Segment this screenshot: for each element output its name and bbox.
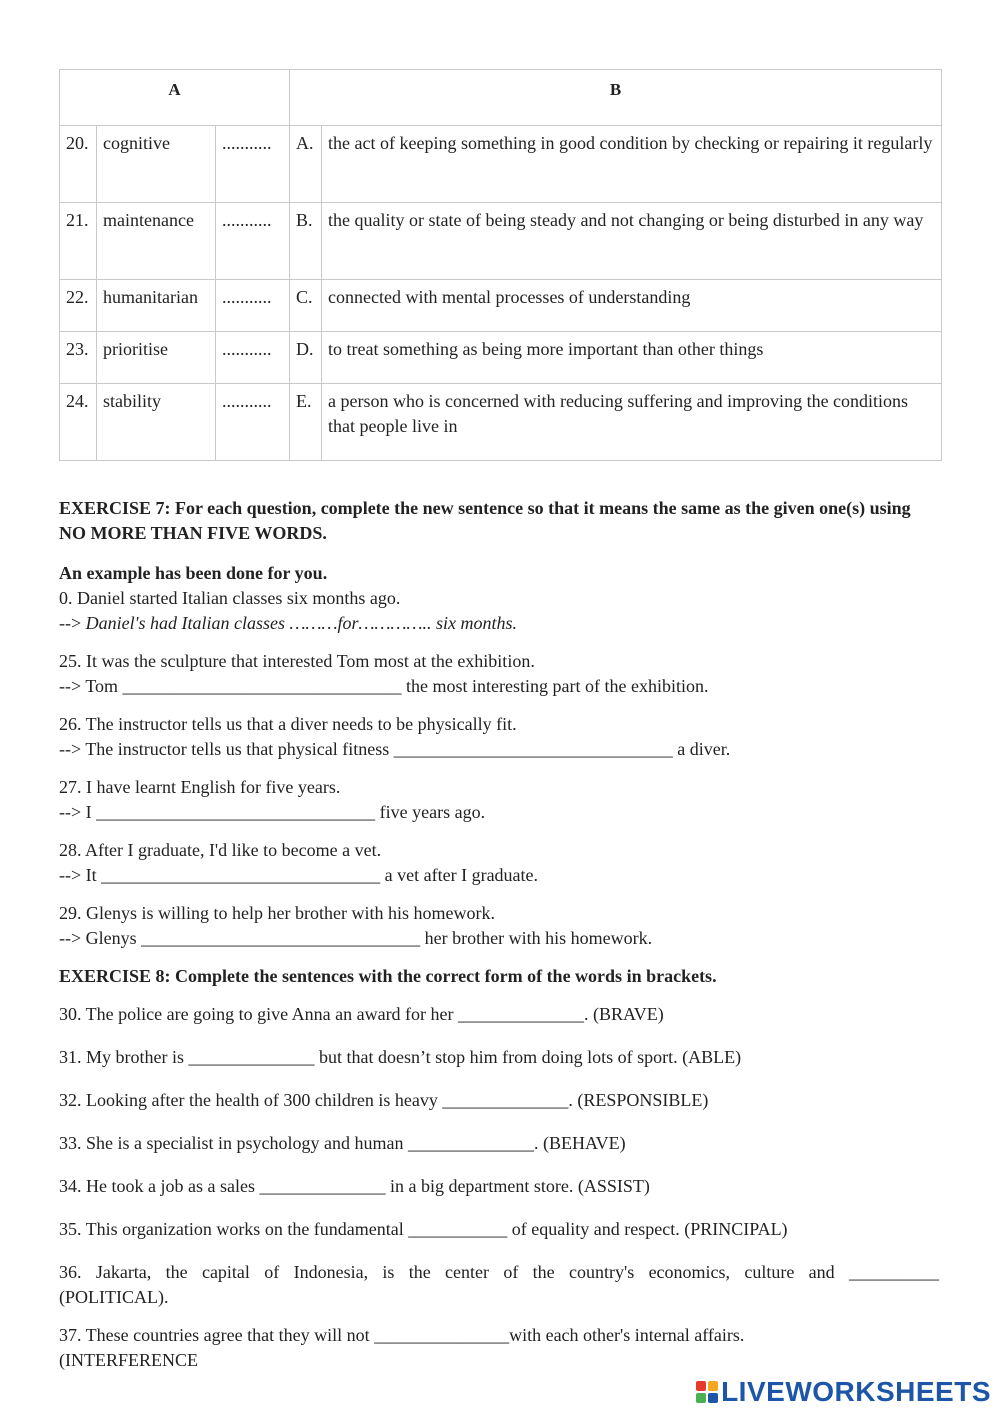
table-row — [60, 332, 942, 384]
answer-blank[interactable]: ........... — [216, 384, 290, 461]
row-number: 24. — [60, 384, 97, 461]
row-word: prioritise — [97, 332, 216, 384]
question-31[interactable]: 31. My brother is ______________ but that doesn’t stop him from doing lots of sport. (ABLE) — [59, 1047, 742, 1067]
row-number: 21. — [60, 203, 97, 280]
answer-blank[interactable]: ........... — [216, 126, 290, 203]
question-26 — [59, 712, 939, 762]
row-word: stability — [97, 384, 216, 461]
watermark-text: LIVEWORKSHEETS — [721, 1376, 991, 1407]
liveworksheets-logo-icon — [696, 1381, 718, 1403]
example-answer — [59, 611, 939, 636]
arrow-prefix: --> — [59, 613, 86, 633]
row-word: humanitarian — [97, 280, 216, 332]
question-36[interactable] — [59, 1260, 939, 1310]
question-33[interactable]: 33. She is a specialist in psychology and human ______________. (BEHAVE) — [59, 1133, 626, 1153]
question-37-line-1: 37. These countries agree that they will not _______________with each other's internal affairs. — [59, 1325, 745, 1345]
exercise-7-title: EXERCISE 7: For each question, complete the new sentence so that it means the same as the given one(s) using NO MORE THAN FIVE WORDS. — [59, 498, 911, 543]
question-28 — [59, 838, 939, 888]
row-letter: D. — [290, 332, 322, 384]
question-29 — [59, 901, 939, 951]
liveworksheets-watermark — [696, 1376, 991, 1408]
table-row — [60, 384, 942, 461]
question-37[interactable] — [59, 1323, 939, 1373]
example-title: An example has been done for you. — [59, 563, 328, 583]
answer-blank[interactable]: ........... — [216, 332, 290, 384]
question-sentence: 25. It was the sculpture that interested Tom most at the exhibition. — [59, 651, 535, 671]
answer-blank[interactable]: ........... — [216, 280, 290, 332]
row-definition: the act of keeping something in good condition by checking or repairing it regularly — [322, 126, 942, 203]
row-letter: C. — [290, 280, 322, 332]
question-35[interactable]: 35. This organization works on the fundamental ___________ of equality and respect. (PRINCIPAL) — [59, 1219, 788, 1239]
question-sentence: 27. I have learnt English for five years. — [59, 777, 341, 797]
row-definition: a person who is concerned with reducing suffering and improving the conditions that people live in — [322, 384, 942, 461]
row-definition: to treat something as being more important than other things — [322, 332, 942, 384]
row-word: maintenance — [97, 203, 216, 280]
question-rewrite[interactable]: --> The instructor tells us that physical fitness _______________________________ a diver. — [59, 739, 731, 759]
question-37-line-2: (INTERFERENCE — [59, 1350, 198, 1370]
row-definition: connected with mental processes of understanding — [322, 280, 942, 332]
row-word: cognitive — [97, 126, 216, 203]
question-rewrite[interactable]: --> Glenys _______________________________ her brother with his homework. — [59, 928, 653, 948]
row-number: 23. — [60, 332, 97, 384]
question-sentence: 29. Glenys is willing to help her brother with his homework. — [59, 903, 495, 923]
question-27 — [59, 775, 939, 825]
question-32[interactable]: 32. Looking after the health of 300 children is heavy ______________. (RESPONSIBLE) — [59, 1090, 709, 1110]
row-number: 20. — [60, 126, 97, 203]
example-sentence: 0. Daniel started Italian classes six months ago. — [59, 588, 401, 608]
question-rewrite[interactable]: --> I _______________________________ five years ago. — [59, 802, 486, 822]
question-rewrite[interactable]: --> It _______________________________ a vet after I graduate. — [59, 865, 539, 885]
row-definition: the quality or state of being steady and not changing or being disturbed in any way — [322, 203, 942, 280]
row-letter: B. — [290, 203, 322, 280]
row-number: 22. — [60, 280, 97, 332]
question-36-line-1: 36. Jakarta, the capital of Indonesia, is the center of the country's economics, culture and __________ — [59, 1262, 939, 1282]
question-36-line-2: (POLITICAL). — [59, 1287, 169, 1307]
column-b-header: B — [290, 70, 942, 126]
matching-table — [59, 69, 942, 461]
row-letter: E. — [290, 384, 322, 461]
example-answer-text: Daniel's had Italian classes ………for………….. six months. — [85, 613, 518, 633]
table-row — [60, 280, 942, 332]
exercises-section — [59, 496, 939, 1373]
question-34[interactable]: 34. He took a job as a sales ______________ in a big department store. (ASSIST) — [59, 1176, 650, 1196]
table-row — [60, 203, 942, 280]
exercise-8-title: EXERCISE 8: Complete the sentences with the correct form of the words in brackets. — [59, 966, 717, 986]
question-rewrite[interactable]: --> Tom _______________________________ the most interesting part of the exhibition. — [59, 676, 709, 696]
question-sentence: 28. After I graduate, I'd like to become a vet. — [59, 840, 382, 860]
question-25 — [59, 649, 939, 699]
question-30[interactable]: 30. The police are going to give Anna an award for her ______________. (BRAVE) — [59, 1004, 664, 1024]
answer-blank[interactable]: ........... — [216, 203, 290, 280]
row-letter: A. — [290, 126, 322, 203]
question-sentence: 26. The instructor tells us that a diver needs to be physically fit. — [59, 714, 517, 734]
column-a-header: A — [60, 70, 290, 126]
table-row — [60, 126, 942, 203]
